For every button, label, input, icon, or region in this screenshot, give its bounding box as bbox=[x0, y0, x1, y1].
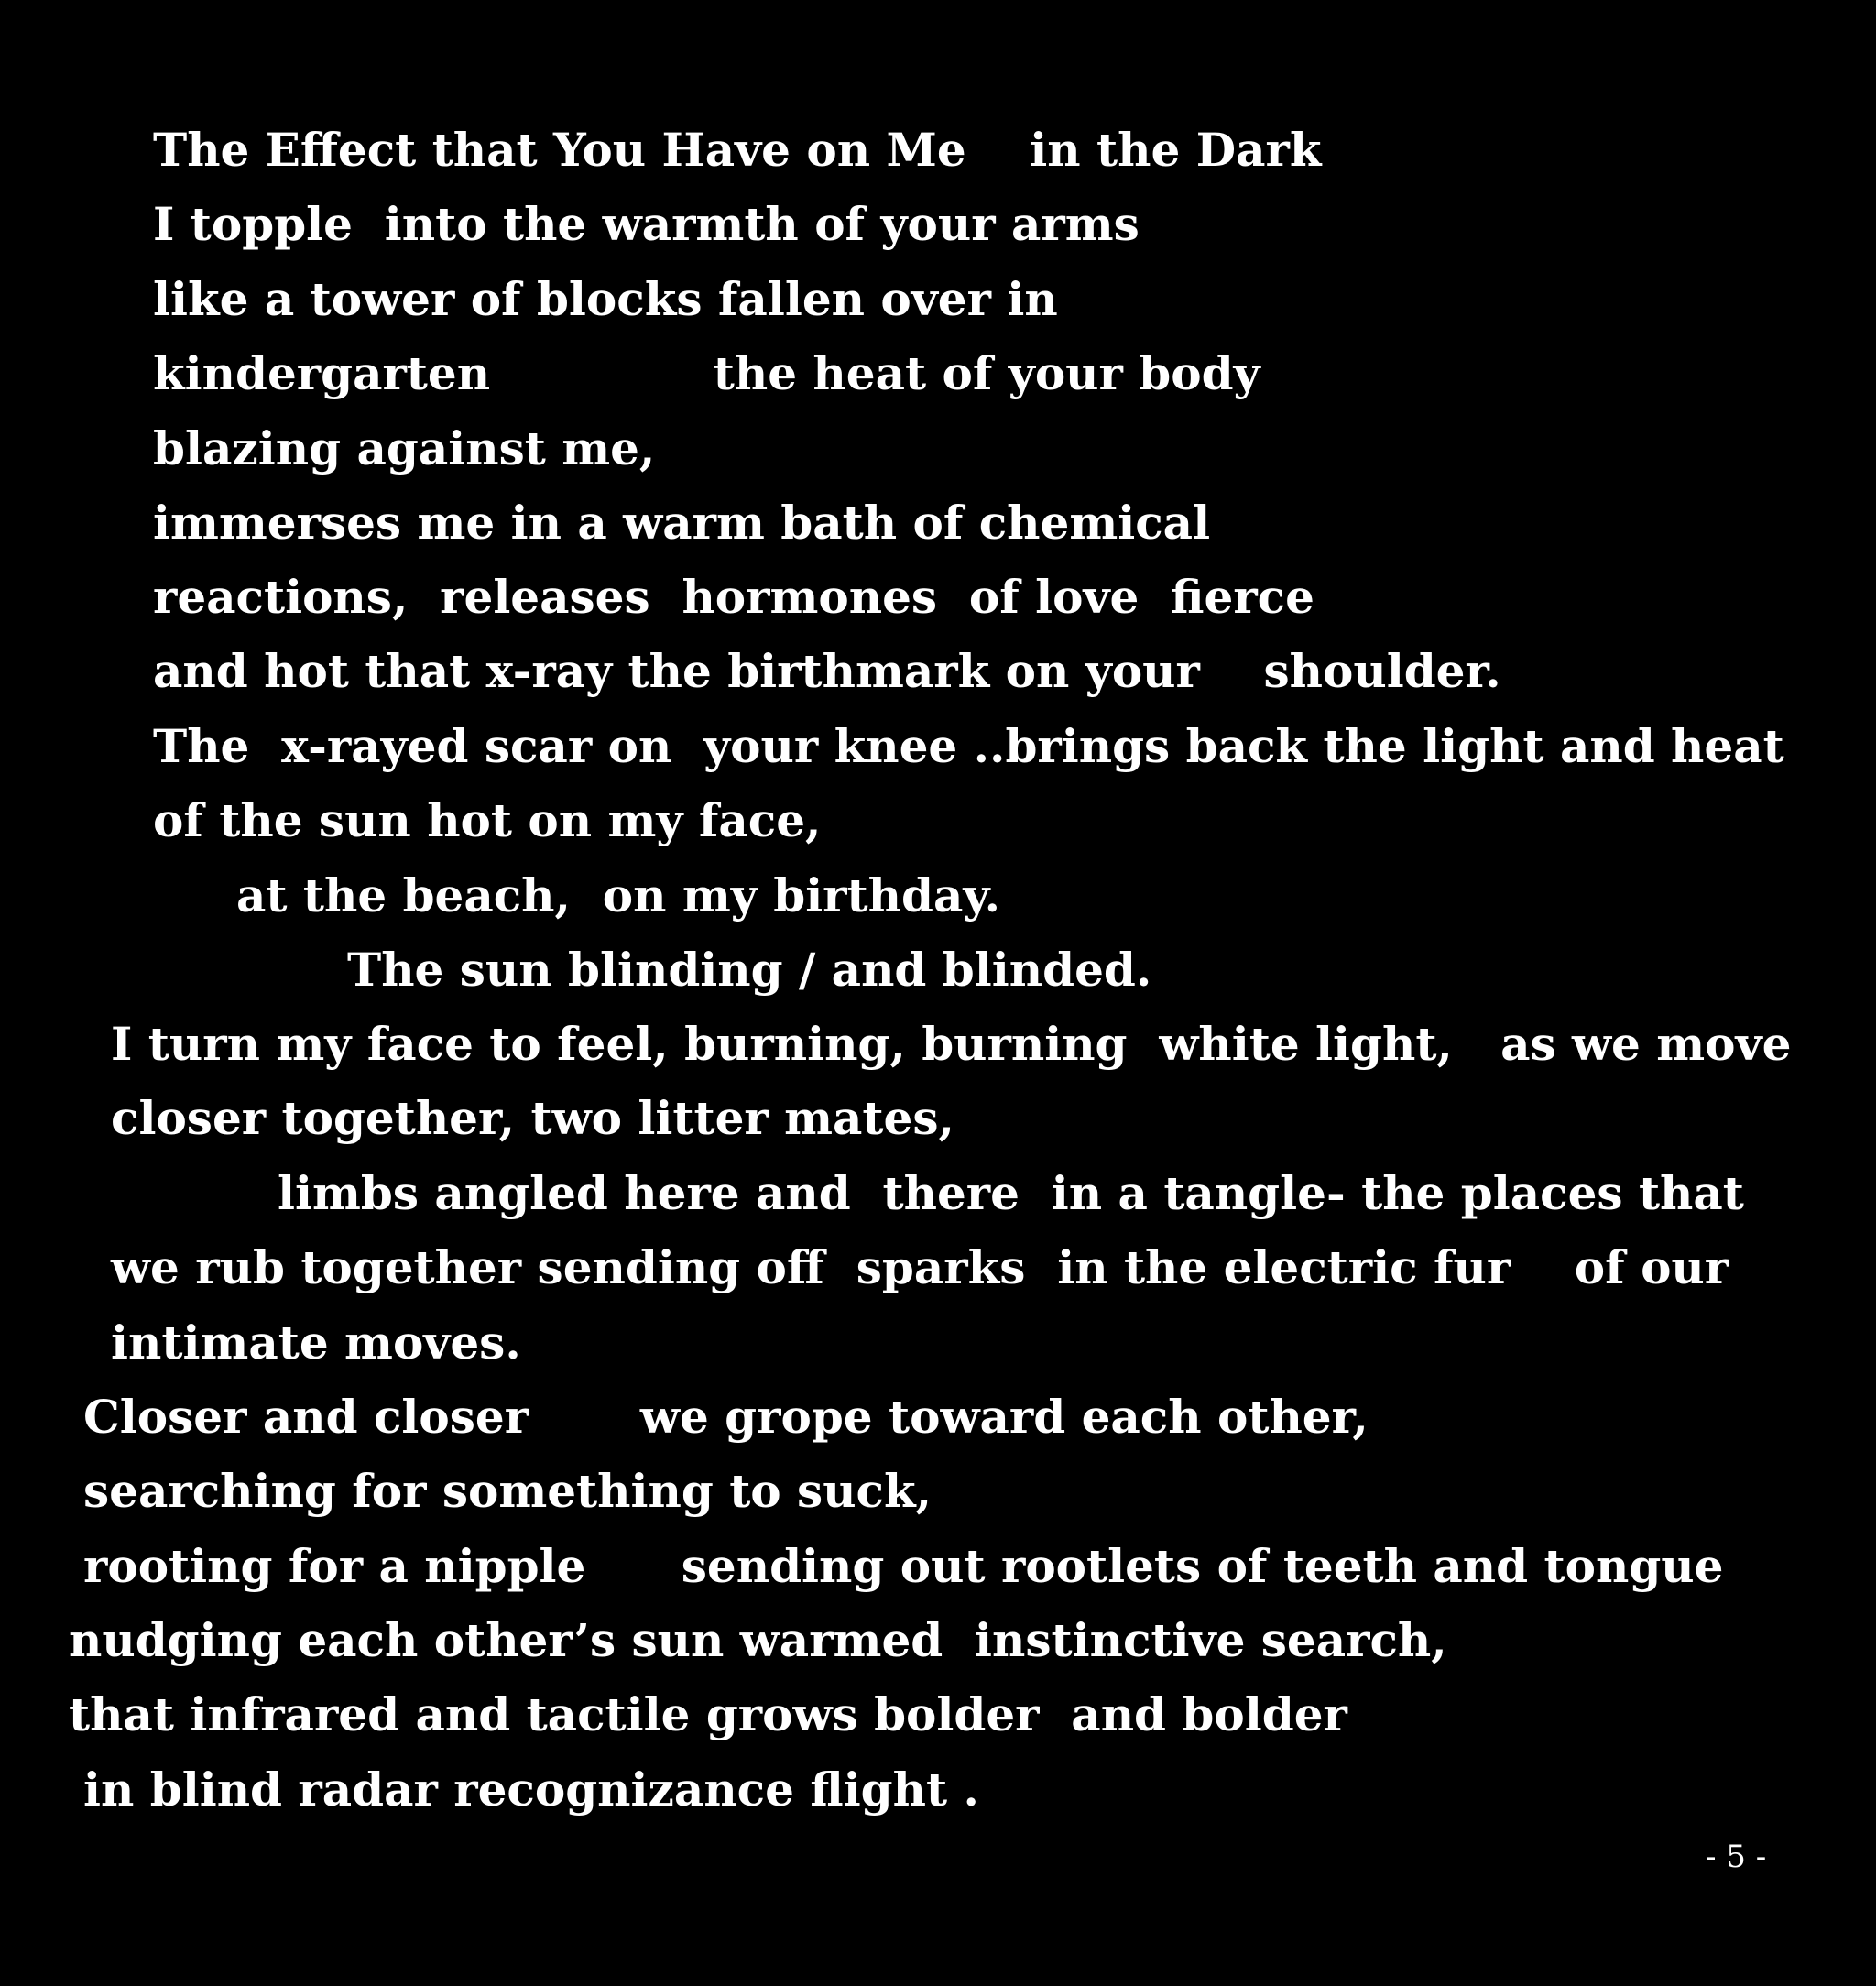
poem-line: immerses me in a warm bath of chemical bbox=[153, 496, 1211, 550]
poem-line: in blind radar recognizance flight . bbox=[83, 1762, 979, 1817]
poem-line: I turn my face to feel, burning, burning white light, as we move bbox=[111, 1017, 1792, 1071]
poem-line: searching for something to suck, bbox=[83, 1464, 933, 1518]
poem-line: at the beach, on my birthday. bbox=[236, 868, 1001, 922]
poem-line: rooting for a nipple sending out rootlets of teeth and tongue bbox=[83, 1539, 1724, 1593]
poem-line: like a tower of blocks fallen over in bbox=[153, 272, 1058, 326]
poem-line: and hot that x-ray the birthmark on your shoulder. bbox=[153, 644, 1501, 698]
poem-line: The x-rayed scar on your knee ..brings back the light and heat bbox=[153, 719, 1784, 773]
poem-line: closer together, two litter mates, bbox=[111, 1091, 954, 1145]
poem-line: Closer and closer we grope toward each other, bbox=[83, 1390, 1369, 1444]
poem-title: The Effect that You Have on Me in the Dark bbox=[153, 123, 1322, 177]
poem-line: of the sun hot on my face, bbox=[153, 793, 822, 847]
poem-line: kindergarten the heat of your body bbox=[153, 346, 1260, 400]
poem-line: blazing against me, bbox=[153, 421, 656, 475]
poem-line: nudging each other’s sun warmed instinctive search, bbox=[69, 1613, 1447, 1667]
poem-line: that infrared and tactile grows bolder and bolder bbox=[69, 1687, 1347, 1741]
poem-line: reactions, releases hormones of love fierce bbox=[153, 570, 1314, 624]
poem-line: limbs angled here and there in a tangle- the places that bbox=[278, 1166, 1744, 1220]
page-number: - 5 - bbox=[1706, 1839, 1767, 1875]
poem-line: intimate moves. bbox=[111, 1315, 521, 1369]
poem-line: I topple into the warmth of your arms bbox=[153, 197, 1140, 251]
poem-line: we rub together sending off sparks in the electric fur of our bbox=[111, 1240, 1729, 1294]
poem-line: The sun blinding / and blinded. bbox=[347, 943, 1152, 997]
